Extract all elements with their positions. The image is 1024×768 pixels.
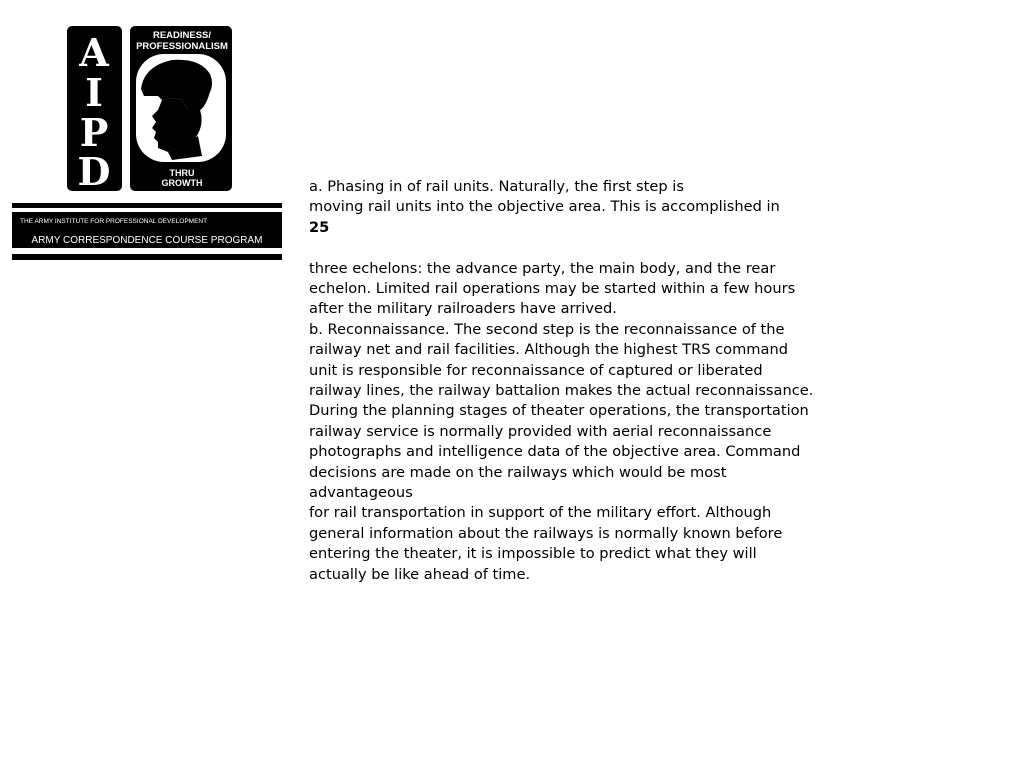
text-line: three echelons: the advance party, the main body, and the rear — [309, 259, 776, 277]
text-line: unit is responsible for reconnaissance of captured or liberated — [309, 361, 763, 379]
text-line: decisions are made on the railways which would be most — [309, 463, 727, 481]
text-line: advantageous — [309, 484, 413, 502]
text-line: entering the theater, it is impossible to predict what they will — [309, 545, 757, 563]
document-body — [309, 177, 814, 585]
logo-motto-growth: GROWTH — [161, 178, 203, 188]
text-line: railway lines, the railway battalion makes the actual reconnaissance. — [309, 382, 814, 400]
text-line: railway service is normally provided with aerial reconnaissance — [309, 422, 772, 440]
logo-letter-a: A — [79, 30, 109, 75]
text-line: a. Phasing in of rail units. Naturally, the first step is — [309, 178, 684, 195]
logo-letter-d: D — [77, 149, 111, 194]
text-line: moving rail units into the objective area. This is accomplished in — [309, 198, 780, 216]
text-line: photographs and intelligence data of the objective area. Command — [309, 443, 801, 461]
text-line: railway net and rail facilities. Although the highest TRS command — [309, 341, 788, 359]
text-line: for rail transportation in support of the military effort. Although — [309, 504, 772, 522]
aipd-logo — [12, 26, 282, 262]
logo-motto-professionalism: PROFESSIONALISM — [136, 41, 228, 52]
text-line: echelon. Limited rail operations may be started within a few hours — [309, 280, 796, 298]
text-line: During the planning stages of theater operations, the transportation — [309, 402, 809, 420]
logo-motto-readiness: READINESS/ — [152, 30, 212, 41]
text-line: general information about the railways is normally known before — [309, 524, 783, 542]
banner-program-text: ARMY CORRESPONDENCE COURSE PROGRAM — [31, 235, 263, 246]
banner-institute-text: THE ARMY INSTITUTE FOR PROFESSIONAL DEVELOPMENT — [20, 218, 208, 225]
page-number: 25 — [309, 218, 330, 236]
logo-motto-thru: THRU — [169, 168, 195, 178]
logo-letter-i: I — [85, 70, 103, 115]
text-line: actually be like ahead of time. — [309, 565, 531, 583]
blank-line — [309, 238, 799, 258]
logo-letter-p: P — [79, 110, 109, 155]
text-line: b. Reconnaissance. The second step is the reconnaissance of the — [309, 320, 785, 338]
text-line: after the military railroaders have arrived. — [309, 300, 617, 318]
